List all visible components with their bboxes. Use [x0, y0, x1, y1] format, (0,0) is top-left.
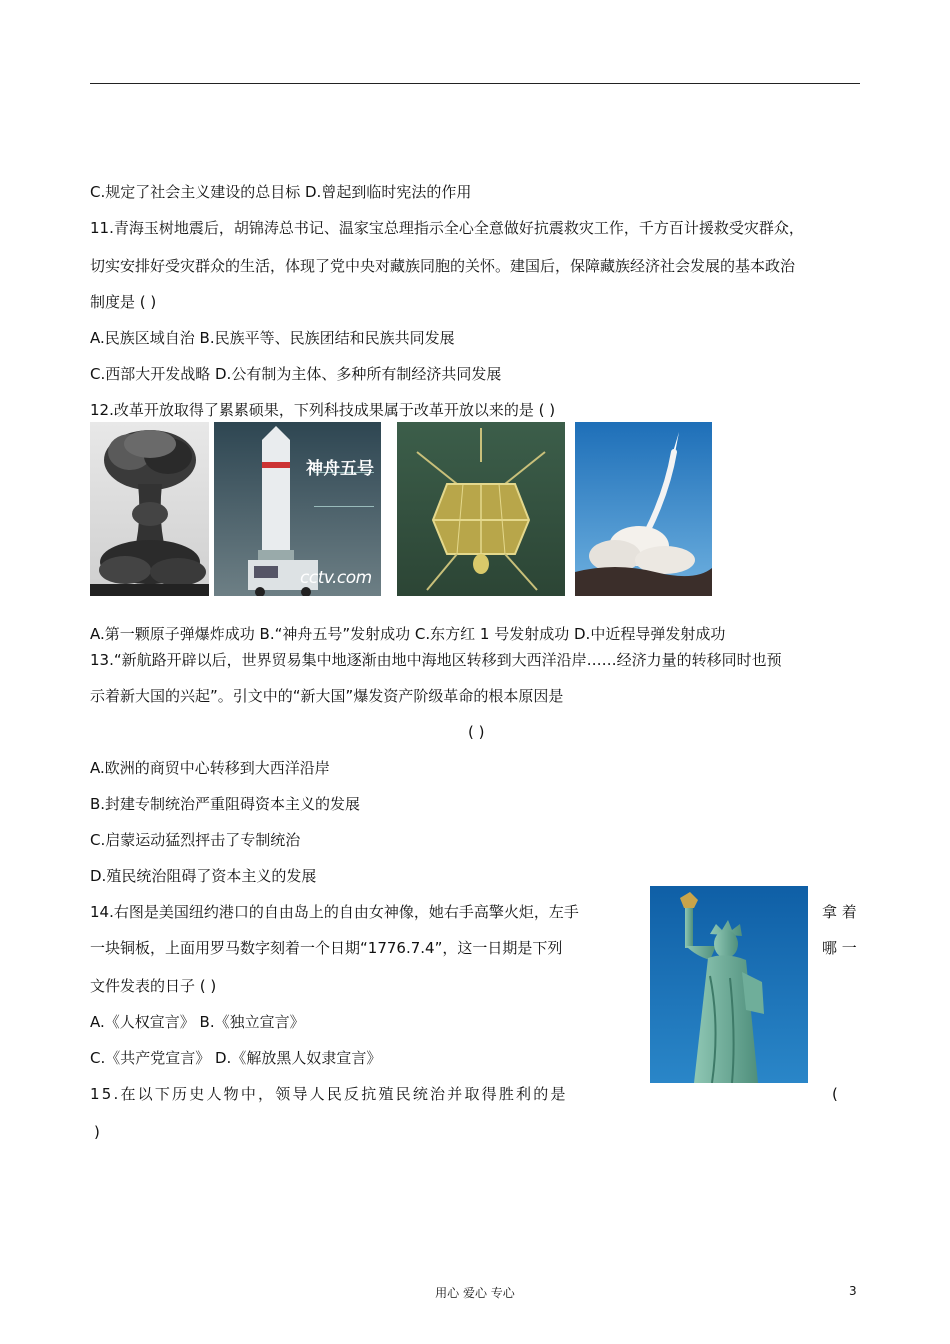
q13-stem-line1: 13.“新航路开辟以后，世界贸易集中地逐渐由地中海地区转移到大西洋沿岸……经济力量的转移同时也预: [90, 651, 782, 669]
q13-stem-line2: 示着新大国的兴起”。引文中的“新大国”爆发资产阶级革命的根本原因是: [90, 687, 564, 705]
q13-option-a: A.欧洲的商贸中心转移到大西洋沿岸: [90, 759, 330, 777]
q15-stem-line1-tail: (: [832, 1085, 838, 1103]
q13-answer-paren: ( ): [468, 723, 485, 741]
q12-stem: 12.改革开放取得了累累硕果，下列科技成果属于改革开放以来的是 ( ): [90, 401, 556, 419]
shenzhou-five-title: 神舟五号: [306, 459, 374, 479]
q14-stem-line2-tail: 哪 一: [822, 939, 857, 957]
q13-option-d: D.殖民统治阻碍了资本主义的发展: [90, 867, 317, 885]
q11-options-cd: C.西部大开发战略 D.公有制为主体、多种所有制经济共同发展: [90, 365, 502, 383]
q15-stem-line2: ): [94, 1123, 100, 1141]
dongfanghong-satellite-image: [397, 422, 565, 596]
q14-options-cd: C.《共产党宣言》 D.《解放黑人奴隶宣言》: [90, 1049, 382, 1067]
q14-stem-line1: 14.右图是美国纽约港口的自由岛上的自由女神像，她右手高擎火炬，左手: [90, 903, 579, 921]
q11-stem-line3: 制度是 ( ): [90, 293, 157, 311]
cctv-logo: cctv.com: [300, 568, 372, 588]
missile-launch-image: [575, 422, 712, 596]
q14-stem-line2: 一块铜板，上面用罗马数字刻着一个日期“1776.7.4”，这一日期是下列: [90, 939, 563, 957]
q15-stem-line1: 15.在以下历史人物中，领导人民反抗殖民统治并取得胜利的是: [90, 1085, 568, 1103]
q14-stem-line1-tail: 拿 着: [822, 903, 857, 921]
q12-options: A.第一颗原子弹爆炸成功 B.“神舟五号”发射成功 C.东方红 1 号发射成功 D.中近程导弹发射成功: [90, 625, 726, 643]
q14-stem-line3: 文件发表的日子 ( ): [90, 977, 217, 995]
footer-text: 用心 爱心 专心: [435, 1286, 515, 1300]
atomic-bomb-image: [90, 422, 209, 596]
q13-option-b: B.封建专制统治严重阻碍资本主义的发展: [90, 795, 361, 813]
statue-of-liberty-image: [650, 886, 808, 1083]
q11-stem-line2: 切实安排好受灾群众的生活，体现了党中央对藏族同胞的关怀。建国后，保障藏族经济社会发展的基本政治: [90, 257, 796, 275]
q14-options-ab: A.《人权宣言》 B.《独立宣言》: [90, 1013, 305, 1031]
header-rule: [90, 83, 860, 84]
q10-options-cd: C.规定了社会主义建设的总目标 D.曾起到临时宪法的作用: [90, 183, 472, 201]
page-number: 3: [849, 1284, 857, 1298]
q11-options-ab: A.民族区域自治 B.民族平等、民族团结和民族共同发展: [90, 329, 455, 347]
q13-option-c: C.启蒙运动猛烈抨击了专制统治: [90, 831, 301, 849]
shenzhou-five-image: [214, 422, 381, 596]
q11-stem-line1: 11.青海玉树地震后，胡锦涛总书记、温家宝总理指示全心全意做好抗震救灾工作，千方百计援救受灾群众，: [90, 219, 804, 237]
